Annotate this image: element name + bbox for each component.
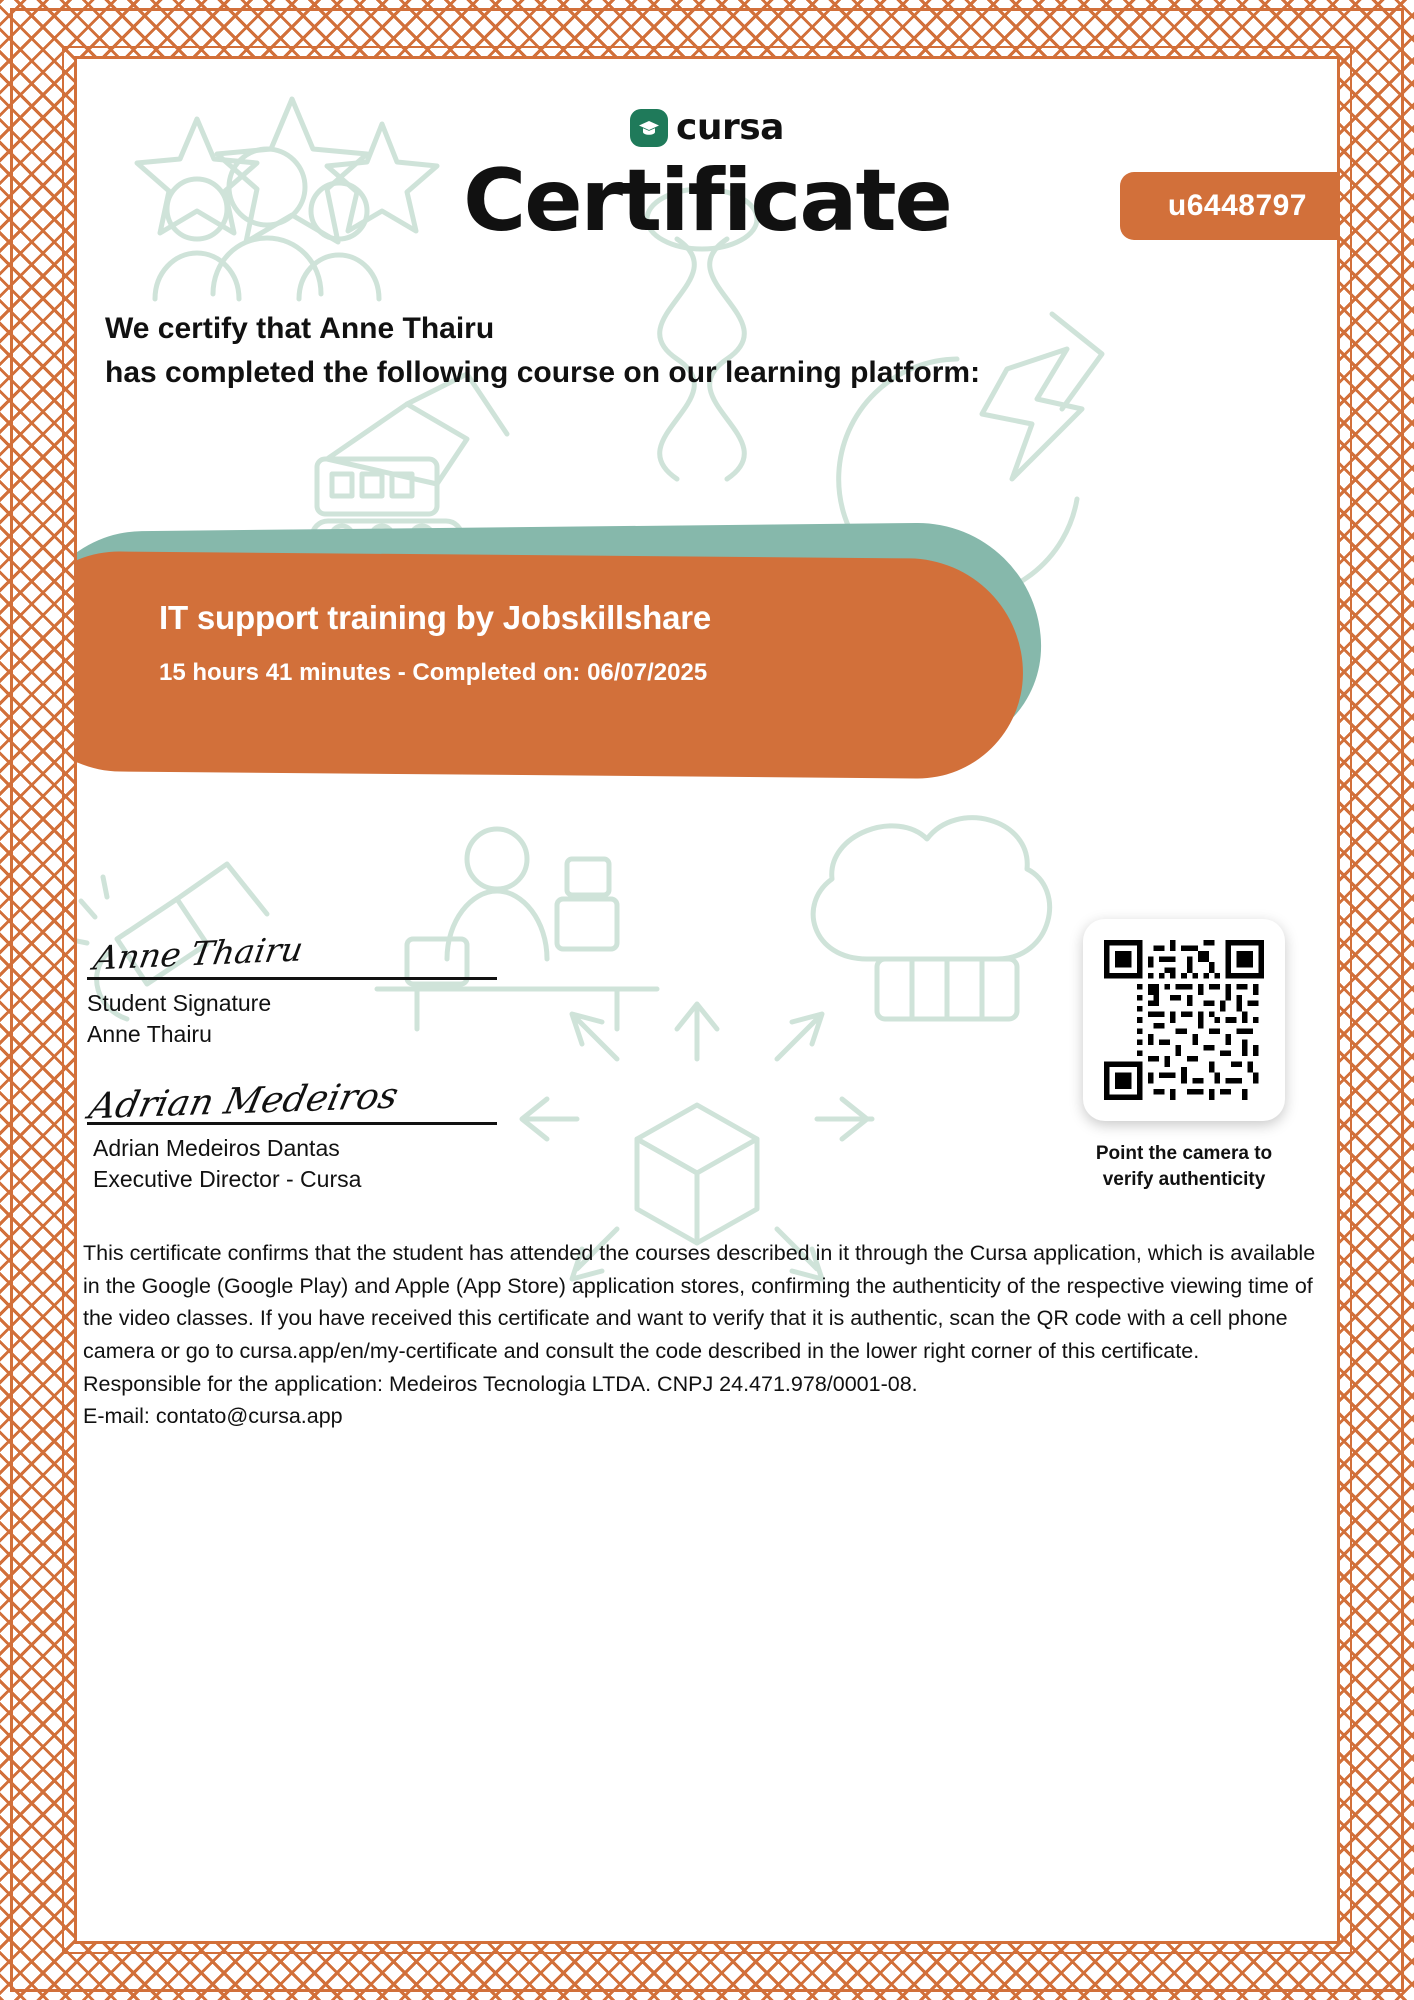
- certificate-content: [77, 59, 1337, 1941]
- student-name: Anne Thairu: [319, 312, 495, 345]
- signature-script-student: Anne Thairu: [90, 929, 307, 978]
- signature-line-student: [87, 919, 497, 980]
- qr-caption-line-1: Point the camera to: [1095, 1143, 1273, 1164]
- certificate-code-badge: u6448797: [1120, 172, 1337, 240]
- certify-prefix: We certify that: [105, 312, 312, 345]
- signature-script-director: Adrian Medeiros: [85, 1075, 402, 1128]
- qr-code-icon: [1104, 940, 1264, 1100]
- qr-code-caption: [1049, 1141, 1319, 1192]
- course-title: IT support training by Jobskillshare: [159, 599, 712, 636]
- certify-line-2: has completed the following course on our learning platform:: [105, 356, 981, 390]
- footer-disclaimer: [83, 1237, 1321, 1433]
- certification-statement: [105, 307, 1317, 396]
- course-duration-completion: 15 hours 41 minutes - Completed on: 06/07/2025: [159, 659, 708, 686]
- signature-line-director: [85, 1064, 497, 1128]
- brand-logo-text: cursa: [676, 107, 784, 148]
- director-signature-caption: [93, 1133, 507, 1195]
- student-signature-name: Anne Thairu: [87, 1021, 212, 1048]
- footer-email: E-mail: contato@cursa.app: [83, 1404, 343, 1429]
- course-banner-text: [159, 599, 711, 687]
- director-name: Adrian Medeiros Dantas: [93, 1135, 340, 1161]
- qr-code-card[interactable]: [1083, 919, 1285, 1121]
- student-signature-block: [87, 919, 507, 1050]
- graduation-cap-icon: [630, 109, 668, 147]
- brand-logo: [77, 107, 1337, 148]
- director-role: Executive Director - Cursa: [93, 1166, 362, 1193]
- student-signature-caption: [87, 988, 507, 1050]
- student-signature-role: Student Signature: [87, 990, 272, 1016]
- director-signature-block: [87, 1064, 507, 1195]
- certify-line-1: [105, 307, 1317, 351]
- footer-text: This certificate confirms that the student has attended the courses described in it through the Cursa application, which is available in the Google (Google Play) and Apple (App Store) application stores, confirming the authenticity of the respective viewing time of the video classes. If you have received this certificate and want to verify that it is authentic, scan the QR code with a cell phone camera or go to cursa.app/en/my-certificate and consult the code described in the lower right corner of this certificate. Responsible for the application: Medeiros Tecnologia LTDA. CNPJ 24.471.978/0001-08.: [83, 1241, 1316, 1396]
- page-title: Certificate: [463, 151, 951, 251]
- qr-caption-line-2: verify authenticity: [1102, 1168, 1266, 1190]
- course-banner: [77, 527, 1337, 777]
